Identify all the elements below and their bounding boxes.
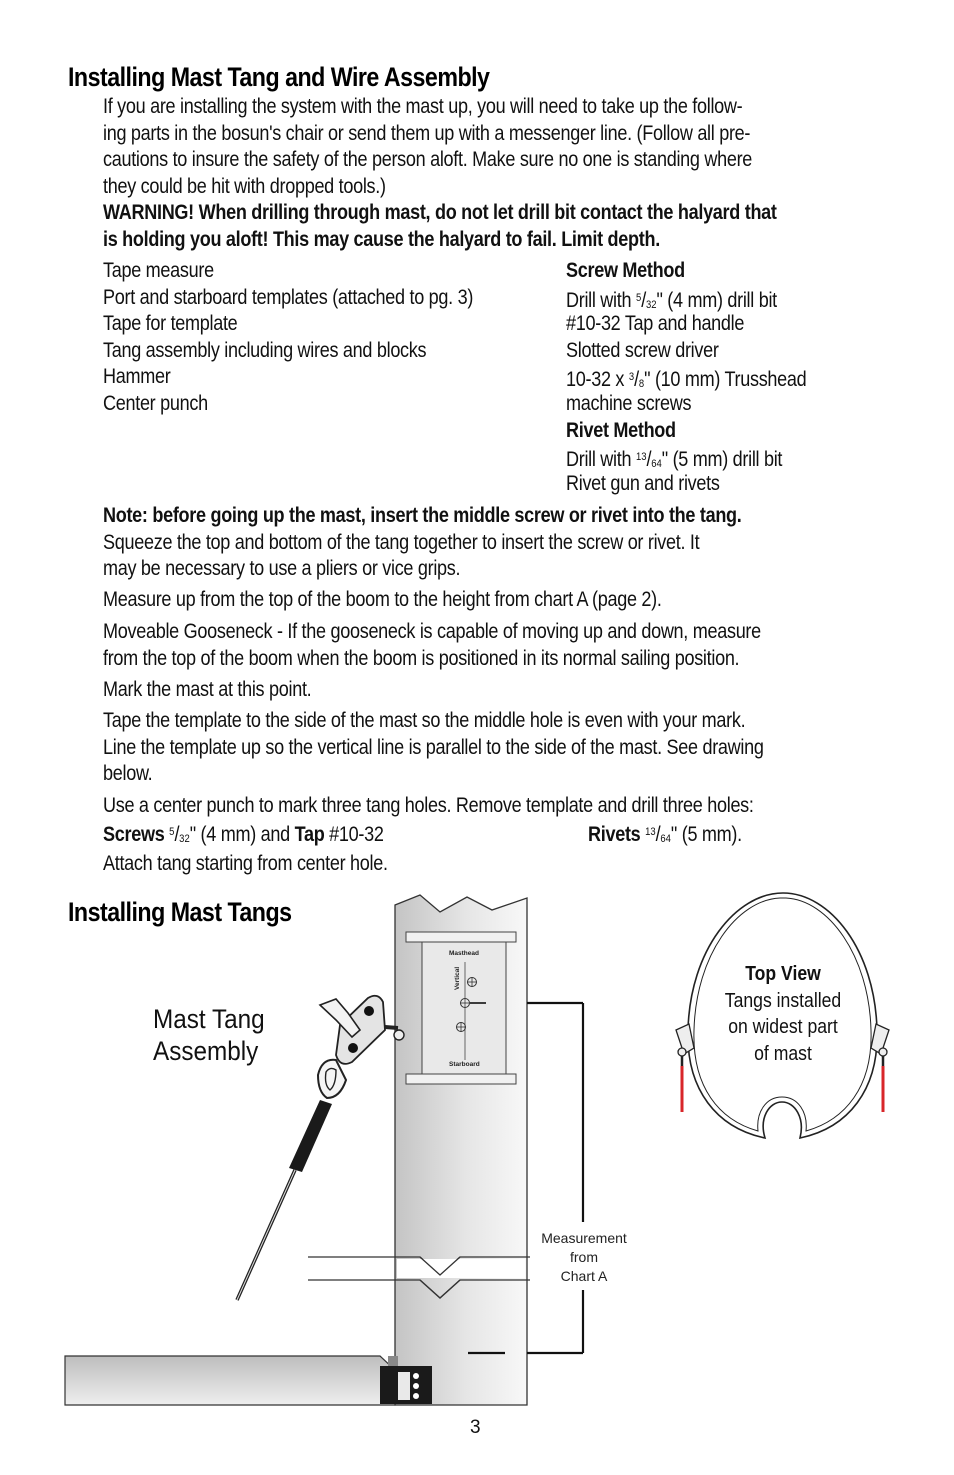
screws-spec: Screws $^5$/32" (4 mm) and Tap #10-32 [103, 823, 384, 846]
template-label-vertical: Vertical [454, 966, 461, 990]
intro-line: cautions to insure the safety of the person aloft. Make sure no one is standing where [103, 148, 753, 172]
measurement-label-line: Measurement [541, 1230, 627, 1246]
assembly-label-line: Assembly [153, 1036, 259, 1066]
tool-item: Rivet gun and rivets [566, 471, 720, 495]
template-label-starboard: Starboard [449, 1061, 480, 1068]
section-title-mast-tangs: Installing Mast Tangs [68, 897, 292, 927]
measurement-label-line: Chart A [560, 1268, 608, 1284]
top-view-line: on widest part [728, 1016, 838, 1038]
note-bold: Note: before going up the mast, insert the middle screw or rivet into the tang. [103, 504, 742, 527]
template-label-masthead: Masthead [449, 950, 479, 957]
top-view-line: of mast [754, 1042, 812, 1065]
screw-method-heading: Screw Method [566, 259, 685, 282]
warning-line: is holding you aloft! This may cause the halyard to fail. Limit depth. [103, 227, 660, 251]
punch-step: Use a center punch to mark three tang holes. Remove template and drill three holes: [103, 794, 754, 817]
tool-item-screws: 10-32 x $^3$/8" (10 mm) Trusshead [566, 368, 807, 392]
tool-item-drill-rivet: Drill with $^{13}$/64" (5 mm) drill bit [566, 448, 783, 472]
gooseneck-line: Moveable Gooseneck - If the gooseneck is capable of moving up and down, measure [103, 620, 761, 643]
tool-item: Tang assembly including wires and blocks [103, 338, 427, 362]
note-line: Squeeze the top and bottom of the tang together to insert the screw or rivet. It [103, 530, 700, 554]
intro-line: ing parts in the bosun's chair or send them up with a messenger line. (Follow all pre- [103, 121, 751, 145]
top-view-line: Tangs installed [724, 989, 842, 1012]
tool-item: machine screws [566, 391, 692, 415]
page-number: 3 [470, 1417, 481, 1438]
mark-step: Mark the mast at this point. [103, 678, 312, 701]
tool-item: Slotted screw driver [566, 338, 719, 362]
tool-item-drill-screw: Drill with $^5$/32" (4 mm) drill bit [566, 288, 777, 312]
template-line: Tape the template to the side of the mast so the middle hole is even with your mark. [103, 709, 746, 732]
intro-line: they could be hit with dropped tools.) [103, 174, 386, 198]
measurement-label [534, 1229, 634, 1286]
assembly-label-line: Mast Tang [153, 1004, 265, 1034]
top-view-caption [695, 961, 871, 1067]
attach-step: Attach tang starting from center hole. [103, 852, 388, 875]
rivets-spec: Rivets $^{13}$/64" (5 mm). [588, 823, 742, 846]
measure-step: Measure up from the top of the boom to the height from chart A (page 2). [103, 588, 662, 611]
rivet-method-heading: Rivet Method [566, 418, 676, 442]
tool-item: Tape for template [103, 312, 238, 336]
tool-item: Center punch [103, 391, 208, 415]
top-view-title: Top View [745, 963, 821, 985]
gooseneck-line: from the top of the boom when the boom is positioned in its normal sailing position. [103, 646, 740, 670]
section-title-mast-tang-wire: Installing Mast Tang and Wire Assembly [68, 62, 490, 92]
template-line: below. [103, 762, 153, 786]
tool-item: #10-32 Tap and handle [566, 312, 745, 336]
template-line: Line the template up so the vertical line is parallel to the side of the mast. See drawing [103, 735, 764, 759]
mast-tang-assembly-label [153, 1003, 265, 1067]
note-line: may be necessary to use a pliers or vice grips. [103, 557, 461, 581]
tool-item: Hammer [103, 365, 171, 389]
boom-illustration [65, 1356, 432, 1405]
intro-line: If you are installing the system with the mast up, you will need to take up the follow- [103, 95, 743, 118]
tool-item: Port and starboard templates (attached to pg. 3) [103, 285, 474, 309]
warning-line: WARNING! When drilling through mast, do not let drill bit contact the halyard that [103, 201, 777, 225]
measurement-label-line: from [570, 1249, 598, 1265]
tool-item: Tape measure [103, 259, 214, 282]
